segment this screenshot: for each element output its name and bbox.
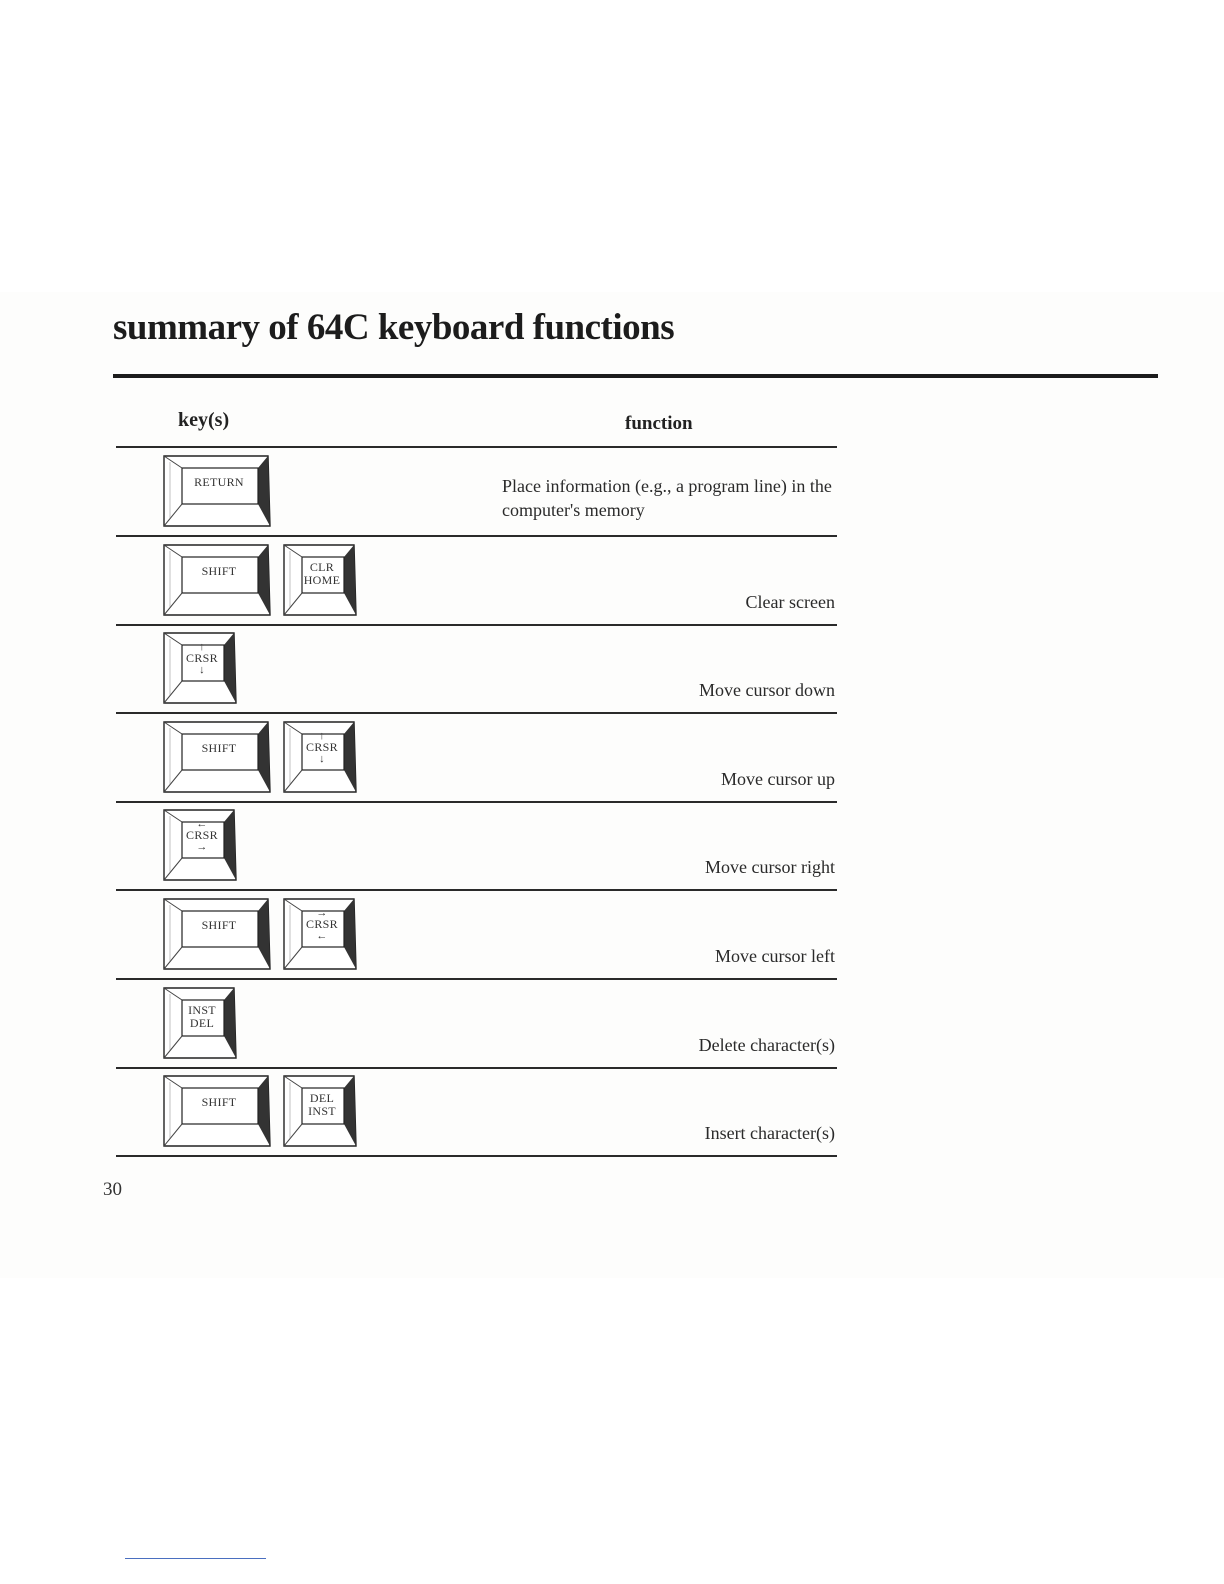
table-row	[116, 1068, 837, 1157]
page-title: summary of 64C keyboard functions	[113, 307, 675, 348]
title-divider	[113, 374, 1158, 378]
table-row	[116, 891, 837, 980]
table-row	[116, 980, 837, 1069]
keycap-return	[162, 454, 272, 528]
keycap-label: ← CRSR →	[186, 818, 218, 854]
keycap-label: ↑ CRSR ↓	[186, 641, 218, 677]
keycap-label: ↑ CRSR ↓	[306, 729, 338, 765]
keycap-crsr	[162, 631, 238, 705]
function-description: Delete character(s)	[698, 1034, 835, 1055]
column-header-keys: key(s)	[178, 409, 230, 431]
row-divider	[116, 1155, 837, 1157]
keycap-crsr	[162, 808, 238, 882]
keycap-label: SHIFT	[201, 740, 237, 755]
table-row	[116, 448, 837, 537]
keycap-label: SHIFT	[201, 563, 237, 578]
keycap-crsr	[282, 720, 358, 794]
keycap-shift	[162, 720, 272, 794]
keycap-label: → CRSR ←	[306, 907, 338, 942]
function-description: Insert character(s)	[704, 1123, 835, 1144]
keycap-label: INST DEL	[188, 1002, 216, 1030]
function-description: Move cursor down	[699, 680, 835, 701]
function-description: Move cursor up	[721, 768, 835, 789]
table-row	[116, 537, 837, 626]
function-description: Clear screen	[745, 591, 835, 612]
keycap-label: SHIFT	[201, 918, 237, 932]
keycap-label: CLR HOME	[303, 559, 341, 587]
function-description: Move cursor left	[715, 946, 835, 966]
function-description: Move cursor right	[705, 857, 835, 878]
footer-underline	[125, 1558, 266, 1559]
keycap-clr-home	[282, 543, 358, 617]
keycap-label: DEL INST	[308, 1091, 336, 1119]
keycap-shift	[162, 1074, 272, 1148]
column-header-function: function	[625, 413, 693, 434]
keycap-crsr	[282, 897, 358, 971]
keycap-shift	[162, 897, 272, 971]
table-row	[116, 625, 837, 714]
keycap-shift	[162, 543, 272, 617]
keycap-del-inst	[282, 1074, 358, 1148]
page-number: 30	[103, 1179, 122, 1200]
keycap-label: RETURN	[194, 475, 244, 489]
function-description: Place information (e.g., a program line) in the computer's memory	[502, 476, 832, 520]
table-row	[116, 802, 837, 891]
keycap-inst-del	[162, 986, 238, 1060]
keycap-label: SHIFT	[201, 1095, 237, 1110]
table-row	[116, 714, 837, 803]
